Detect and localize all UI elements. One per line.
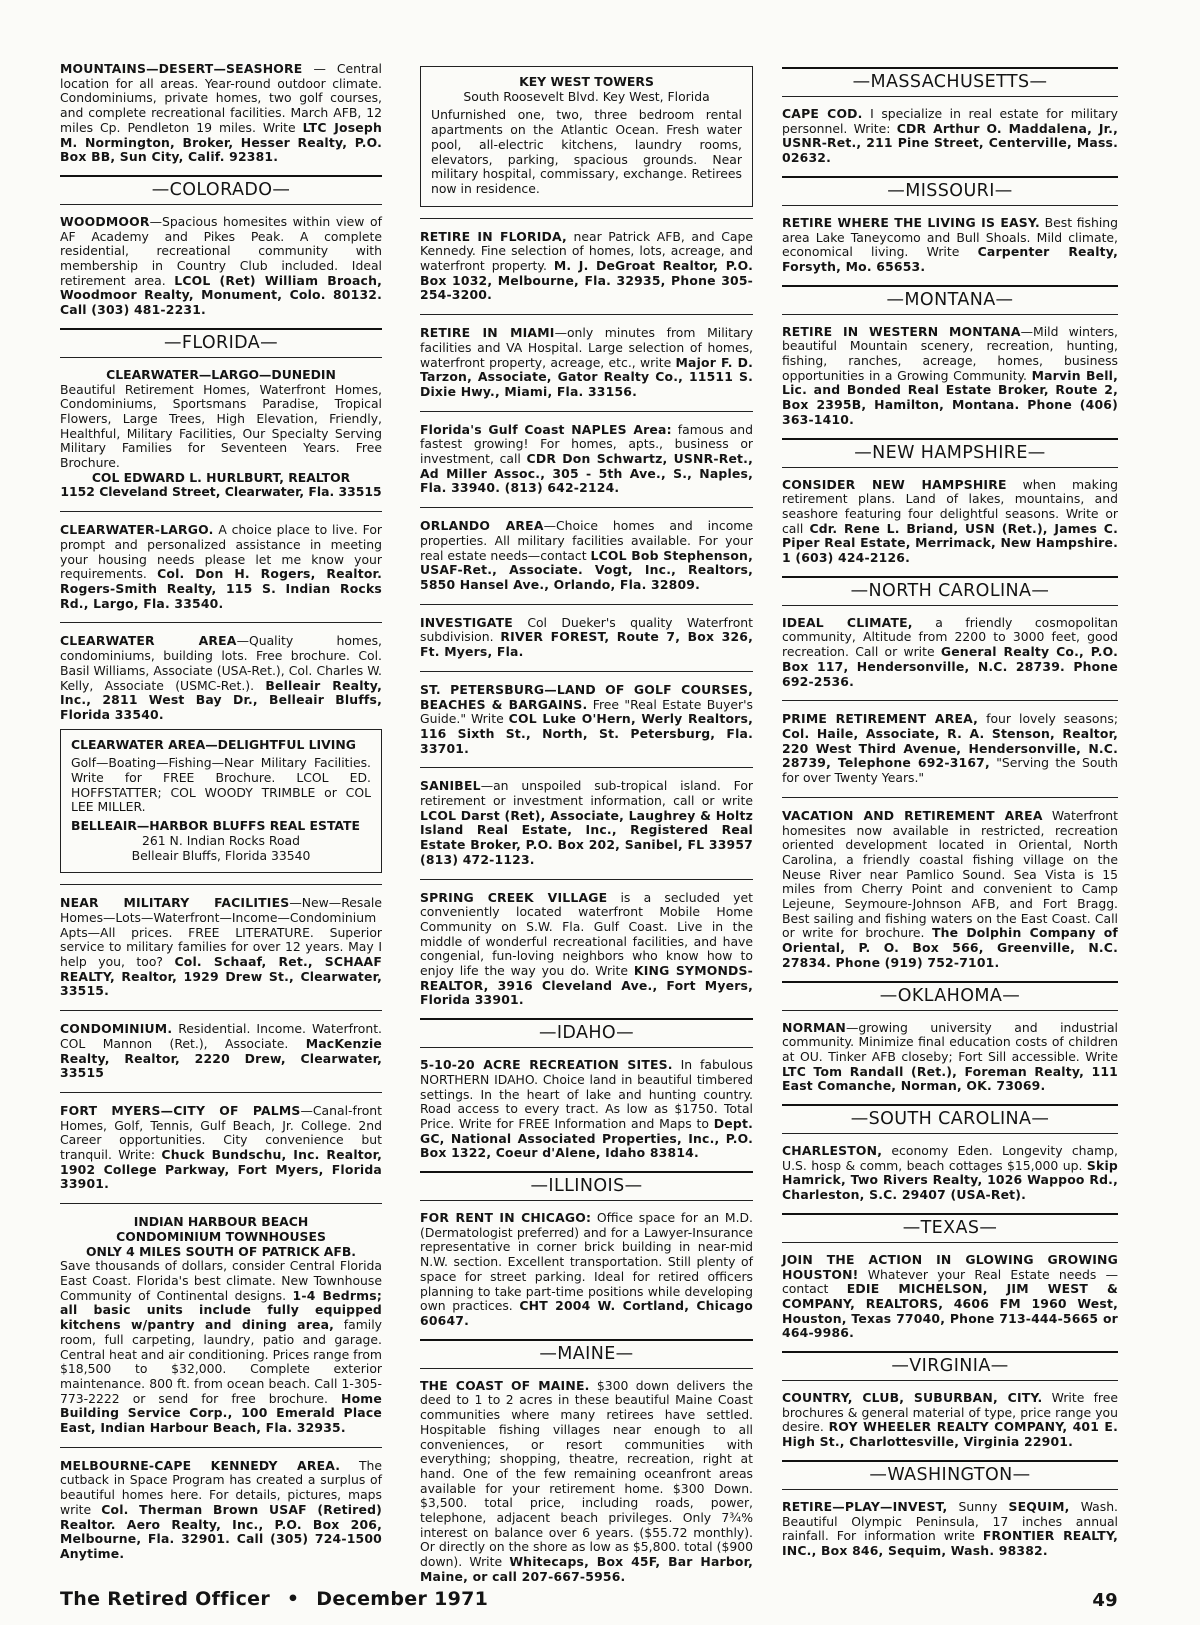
ad-title: CLEARWATER AREA—DELIGHTFUL LIVING (71, 736, 356, 752)
ad-text: $300 down delivers the deed to 1 to 2 acres in these beautiful Maine Coast communities where many retirees have settled. Hospitable fishing villages near enough to all conveniences, or resort communities with everything; shopping, theatre, recreation, right at hand. One of the few remaining oceanfront areas available for your retirement home. $300 Down. $3,500. total price, including roads, power, telephone, adjacent beach privileges. Only 7¾% interest on balance over 6 years. ($55.72 monthly). Or directly on the shore as low as $5,800. total ($900 down). Write (420, 1377, 753, 1570)
ad-virginia (782, 1391, 1118, 1450)
ad-text: family room, full carpeting, laundry, patio and garage. Central heat and air conditioning. Prices range from $18,500 to $32,000. Complete exterior maintenance. 800 ft. from ocean beach. Call 1-305-773-2222 or send for free brochure. (60, 1317, 382, 1406)
ad-text: four lovely seasons; (978, 711, 1118, 727)
ad-lead: INVESTIGATE (420, 614, 513, 630)
ad-montana (782, 325, 1118, 428)
ad-lead: RETIRE IN FLORIDA, (420, 228, 567, 244)
ad-lead: RETIRE—PLAY—INVEST, (782, 1498, 948, 1514)
ad-contact: The Dolphin Company of Oriental, P. O. Box 566, Greenville, N.C. 27834. Phone (919) 752-7101. (782, 925, 1118, 970)
ad-mountains (60, 62, 382, 165)
ad-melbourne (60, 1459, 382, 1562)
ad-lead: CAPE COD. (782, 106, 863, 121)
ad-title: KEY WEST TOWERS (519, 74, 654, 89)
ad-text: —Quality homes, condominiums, building lots. Free brochure. Col. Basil Williams, Associate (USA-Ret.), Col. Charles W. Kelly, Associate (USMC-Ret.). (60, 633, 382, 693)
ad-text: In fabulous NORTHERN IDAHO. Choice land in beautiful timbered settings. In the heart of lake and hunting country. Road access to every tract. As low as $1750. Total Price. Write for FREE Information and Maps to (420, 1057, 753, 1131)
ad-text: Wash. Beautiful Olympic Peninsula, 17 inches annual rainfall. For information write (782, 1498, 1118, 1544)
ad-contact: COL Luke O'Hern, Werly Realtors, 116 Sixth St., North, St. Petersburg, Fla. 33701. (420, 711, 753, 756)
ad-contact: M. J. DeGroat Realtor, P.O. Box 1032, Melbourne, Fla. 32935, Phone 305-254-3200. (420, 258, 753, 303)
ad-contact: CDR Arthur O. Maddalena, Jr., USNR-Ret., 211 Pine Street, Centerville, Mass. 02632. (782, 120, 1118, 166)
ad-lead: RETIRE IN WESTERN MONTANA (782, 323, 1021, 339)
ad-text: —Canal-front Homes, Golf, Tennis, Gulf Beach, Jr. College. 2nd Career opportunities. City convenience but tranquil. Write: (60, 1102, 382, 1163)
ad-text: Save thousands of dollars, consider Central Florida East Coast. Florida's best climate. New Townhouse Community of Continental designs. (60, 1258, 382, 1303)
divider (60, 884, 382, 885)
ad-contact: Whitecaps, Box 45F, Bar Harbor, Maine, or call 207-667-5956. (420, 1554, 754, 1584)
ad-text: —New—Resale Homes—Lots—Waterfront—Income—Condominium Apts—All prices. FREE LITERATURE. Superior service to military families for over 12 years. May I help you, too? (60, 895, 382, 970)
ad-text: near Patrick AFB, and Cape Kennedy. Fine selection of homes, lots, acreage, and waterfront property. (420, 228, 753, 274)
page-number: 49 (1092, 1590, 1118, 1611)
ad-text: —only minutes from Military facilities and VA Hospital. Large selection of homes, waterfront property, acreage, etc., write (420, 325, 753, 370)
ad-chicago (420, 1211, 753, 1329)
ad-new-hampshire (782, 478, 1118, 566)
section-heading-north-carolina: —NORTH CAROLINA— (782, 576, 1118, 606)
section-heading-florida: —FLORIDA— (60, 328, 382, 358)
section-heading-washington: —WASHINGTON— (782, 1460, 1118, 1490)
ad-text: A choice place to live. For prompt and personalized assistance in meeting your housing needs please let me know your requirements. (60, 522, 382, 582)
ad-indian-harbour (60, 1259, 382, 1435)
ad-lead: RETIRE IN MIAMI (420, 325, 555, 341)
ad-spring-creek (420, 891, 753, 1009)
ad-norman (782, 1021, 1118, 1095)
bullet-separator: • (286, 1588, 300, 1610)
ad-contact: Skip Hamrick, Two Rivers Realty, 1026 Wappoo Rd., Charleston, S.C. 29407 (USA-Ret). (782, 1157, 1118, 1203)
ad-contact: Belleair Realty, Inc., 2811 West Bay Dr., Belleair Bluffs, Florida 33540. (60, 677, 382, 722)
ad-contact: RIVER FOREST, Route 7, Box 326, Ft. Myers, Fla. (420, 629, 753, 660)
ad-lead: FORT MYERS—CITY OF PALMS (60, 1102, 301, 1118)
section-heading-south-carolina: —SOUTH CAROLINA— (782, 1104, 1118, 1134)
ad-text: Unfurnished one, two, three bedroom rental apartments on the Atlantic Ocean. Fresh water pool, all-electric kitchens, laundry rooms, elevators, parking, spacious grounds. Near military hospital, commissary, exchange. Retirees now in residence. (431, 107, 742, 196)
ad-contact: KING SYMONDS-REALTOR, 3916 Cleveland Ave., Fort Myers, Florida 33901. (420, 963, 753, 1008)
ad-title: INDIAN HARBOUR BEACH (133, 1214, 309, 1230)
divider (60, 1203, 382, 1204)
ad-bold-text: SEQUIM, (1008, 1498, 1070, 1514)
ad-lead: COUNTRY, CLUB, SUBURBAN, CITY. (782, 1390, 1043, 1406)
ad-text: a friendly cosmopolitan community, Altitude from 2200 to 3000 feet, good recreation. Call or write (782, 614, 1119, 660)
ad-contact: ROY WHEELER REALTY COMPANY, 401 E. High St., Charlottesville, Virginia 22901. (782, 1419, 1118, 1450)
ad-clearwater-area (60, 634, 382, 722)
ad-sequim (782, 1500, 1118, 1559)
ad-contact: Dept. GC, National Associated Properties, Inc., P.O. Box 1322, Coeur d'Alene, Idaho 83814. (420, 1115, 753, 1161)
ad-charleston (782, 1144, 1118, 1203)
ad-contact: Carpenter Realty, Forsyth, Mo. 65653. (782, 244, 1119, 274)
ad-text: —Choice homes and income properties. All military facilities available. For your real estate needs—contact (420, 518, 753, 563)
ad-lead: NORMAN (782, 1019, 846, 1035)
ad-contact: LCOL Darst (Ret), Associate, Laughrey & Holtz Island Real Estate, Inc., Registered Real Estate Broker, P.O. Box 202, Sanibel, FL 33957 (813) 472-1123. (420, 807, 753, 867)
ad-contact: Marvin Bell, Lic. and Bonded Real Estate Broker, Route 2, Box 2395B, Hamilton, Montana. Phone (406) 363-1410. (782, 367, 1118, 427)
boxed-ad-key-west (420, 66, 753, 207)
issue-date: December 1971 (316, 1588, 489, 1610)
ad-text: —an unspoiled sub-tropical island. For retirement or investment information, call or write (420, 778, 753, 809)
section-heading-missouri: —MISSOURI— (782, 176, 1118, 206)
ad-lead: FOR RENT IN CHICAGO: (420, 1210, 592, 1226)
ad-lead: Florida's Gulf Coast NAPLES Area: (420, 421, 672, 437)
ad-text: Free "Real Estate Buyer's Guide." Write (420, 696, 753, 727)
divider (420, 671, 753, 672)
section-heading-texas: —TEXAS— (782, 1213, 1118, 1243)
ad-cape-cod (782, 107, 1118, 166)
ad-prime-retirement (782, 712, 1118, 786)
ad-text: —growing university and industrial community. Minimize final education costs of children at OU. Tinker AFB closeby; Fort Sill accessible. Write (782, 1019, 1118, 1064)
ad-address: 1152 Cleveland Street, Clearwater, Fla. 33515 (60, 484, 382, 500)
ad-text: — Central location for all areas. Year-round outdoor climate. Condominiums, private homes, two golf courses, and complete recreational facilities. March AFB, 12 miles Cp. Pendleton 19 miles. Write (60, 61, 382, 135)
ad-lead: CLEARWATER AREA (60, 633, 237, 649)
ad-lead: 5-10-20 ACRE RECREATION SITES. (420, 1057, 673, 1073)
ad-contact: LCOL Bob Stephenson, USAF-Ret., Associate. Vogt, Inc., Realtors, 5850 Hansel Ave., Orlando, Fla. 32809. (420, 547, 753, 592)
ad-contact: Home Building Service Corp., 100 Emerald Place East, Indian Harbour Beach, Fla. 32935. (60, 1390, 382, 1436)
divider (420, 507, 753, 508)
ad-idaho (420, 1058, 753, 1161)
publication-title: The Retired Officer (60, 1588, 270, 1610)
divider (60, 1447, 382, 1448)
ad-text: I specialize in real estate for military personnel. Write: (782, 106, 1118, 136)
boxed-ad-clearwater-delightful (60, 729, 382, 874)
ad-text: —Spacious homesites within view of AF Academy and Pikes Peak. A complete residential, recreational community with membership in Country Club included. Ideal retirement area. (60, 213, 382, 288)
section-heading-maine: —MAINE— (420, 1339, 753, 1369)
ad-missouri (782, 216, 1118, 275)
ad-ideal-climate (782, 616, 1118, 690)
ad-contact: Col. Don H. Rogers, Realtor. Rogers-Smith Realty, 115 S. Indian Rocks Rd., Largo, Fla. 33540. (60, 566, 383, 611)
ad-text: when making retirement plans. Land of lakes, mountains, and seashore featuring four delightful seasons. Write or call (782, 476, 1118, 536)
ad-title: ONLY 4 MILES SOUTH OF PATRICK AFB. (86, 1243, 356, 1259)
divider (420, 411, 753, 412)
ad-contact: Col. Therman Brown USAF (Retired) Realtor. Aero Realty, Inc., P.O. Box 206, Melbourne, Fla. 32901. Call (305) 724-1500 Anytime. (60, 1501, 383, 1561)
ad-lead: NEAR MILITARY FACILITIES (60, 895, 290, 911)
ad-contact: FRONTIER REALTY, INC., Box 846, Sequim, Wash. 98382. (782, 1528, 1118, 1558)
ad-text: "Serving the South for over Twenty Years." (782, 755, 1118, 786)
section-heading-colorado: —COLORADO— (60, 175, 382, 205)
divider (420, 218, 753, 219)
ad-lead: JOIN THE ACTION IN GLOWING GROWING HOUSTON! (782, 1251, 1118, 1282)
ad-near-military (60, 896, 382, 999)
divider (782, 797, 1118, 798)
ad-clearwater-largo (60, 523, 382, 611)
ad-contact: General Realty Co., P.O. Box 117, Hendersonville, N.C. 28739. Phone 692-2536. (782, 644, 1118, 689)
ad-text: Write free brochures & general material of type, price range you desire. (782, 1390, 1118, 1435)
ad-contact: CDR Don Schwartz, USNR-Ret., Ad Miller Assoc., 305 - 5th Ave., S., Naples, Fla. 33940. (813) 642-2124. (420, 451, 753, 496)
divider (420, 879, 753, 880)
ad-woodmoor (60, 215, 382, 318)
column-right (782, 62, 1118, 1559)
ad-lead: ORLANDO AREA (420, 518, 544, 534)
ad-sanibel (420, 779, 753, 867)
ad-houston (782, 1253, 1118, 1341)
ad-contact: Major F. D. Tarzon, Associate, Gator Realty Co., 11511 S. Dixie Hwy., Miami, Fla. 33156. (420, 354, 753, 399)
ad-contact: CHT 2004 W. Cortland, Chicago 60647. (420, 1298, 753, 1328)
ad-lead: MELBOURNE-CAPE KENNEDY AREA. (60, 1457, 341, 1473)
ad-lead: WOODMOOR (60, 213, 150, 229)
ad-subtitle: South Roosevelt Blvd. Key West, Florida (463, 88, 710, 104)
ad-investigate (420, 616, 753, 660)
ad-address: 261 N. Indian Rocks Road (141, 832, 301, 848)
ad-text: The cutback in Space Program has created a surplus of beautiful homes here. For details, pictures, maps write (60, 1457, 382, 1517)
ad-contact: LTC Tom Randall (Ret.), Foreman Realty, 111 East Comanche, Norman, OK. 73069. (782, 1063, 1118, 1094)
ad-contact: LTC Joseph M. Normington, Broker, Hesser Realty, P.O. Box BB, Sun City, Calif. 92381. (60, 119, 382, 165)
ad-condominium (60, 1022, 382, 1081)
ad-text: Waterfront homesites now available in restricted, recreation oriented development located in Oriental, North Carolina, a friendly coastal fishing village on the Neuse River near Pamlico Sound. Sea Vista is 15 miles from Cherry Point and convenient to Camp Lejeune, Seymoure-Johnson AFB, and Fort Bragg. Best sailing and fishing waters on the East Coast. Call or write for brochure. (782, 807, 1118, 941)
column-left (60, 62, 382, 1562)
section-heading-idaho: —IDAHO— (420, 1018, 753, 1048)
ad-fort-myers (60, 1104, 382, 1192)
ad-text: is a secluded yet conveniently located waterfront Mobile Home Community on S.W. Fla. Gulf Coast. Live in the middle of wonderful recreational facilities, and have congenial, fun-loving neighbors who know how to enjoy life the way you do. Write (420, 889, 753, 979)
ad-lead: CONSIDER NEW HAMPSHIRE (782, 476, 1007, 492)
ad-contact: Col. Schaaf, Ret., SCHAAF REALTY, Realtor, 1929 Drew St., Clearwater, 33515. (60, 954, 383, 999)
ad-text: Golf—Boating—Fishing—Near Military Facilities. Write for FREE Brochure. LCOL ED. HOFFSTATTER; COL WOODY TRIMBLE or COL LEE MILLER. (71, 755, 371, 815)
ad-text: Whatever your Real Estate needs —contact (782, 1266, 1118, 1297)
section-heading-massachusetts: —MASSACHUSETTS— (782, 67, 1118, 97)
ad-contact: Col. Haile, Associate, R. A. Stenson, Realtor, 220 West Third Avenue, Hendersonville, N.C. 28739, Telephone 692-3167, (782, 725, 1118, 771)
ad-lead: SANIBEL (420, 778, 481, 794)
section-heading-virginia: —VIRGINIA— (782, 1351, 1118, 1381)
ad-retire-miami (420, 326, 753, 400)
ad-st-petersburg (420, 683, 753, 757)
ad-lead: CHARLESTON, (782, 1143, 883, 1159)
ad-lead: IDEAL CLIMATE, (782, 614, 913, 630)
ad-naples (420, 423, 753, 497)
ad-contact: Chuck Bundschu, Inc. Realtor, 1902 College Parkway, Fort Myers, Florida 33901. (60, 1147, 382, 1192)
ad-maine (420, 1379, 753, 1585)
divider (60, 511, 382, 512)
ad-text: Col Dueker's quality Waterfront subdivision. (420, 614, 753, 645)
ad-text: Sunny (947, 1498, 1009, 1514)
ad-lead: CONDOMINIUM. (60, 1021, 173, 1037)
section-heading-oklahoma: —OKLAHOMA— (782, 981, 1118, 1011)
section-heading-illinois: —ILLINOIS— (420, 1171, 753, 1201)
ad-lead: THE COAST OF MAINE. (420, 1377, 590, 1393)
divider (60, 1010, 382, 1011)
divider (60, 622, 382, 623)
ad-text: Beautiful Retirement Homes, Waterfront Homes, Condominiums, Sportsmans Paradise, Tropical Flowers, Large Trees, High Elevation, Friendly, Healthful, Military Facilities, Our Specialty Serving Military Families for Seventeen Years. Free Brochure. (60, 381, 382, 471)
divider (60, 1092, 382, 1093)
ad-text: Best fishing area Lake Taneycomo and Bull Shoals. Mild climate, economical living. Write (782, 214, 1119, 260)
ad-vacation (782, 809, 1118, 971)
ad-text: economy Eden. Longevity champ, U.S. hosp & comm, beach cottages $15,000 up. (782, 1143, 1118, 1173)
ad-title: CLEARWATER—LARGO—DUNEDIN (106, 366, 336, 382)
divider (782, 700, 1118, 701)
ad-lead: CLEARWATER-LARGO. (60, 522, 214, 538)
ad-orlando (420, 519, 753, 593)
ad-contact: MacKenzie Realty, Realtor, 2220 Drew, Clearwater, 33515 (60, 1035, 382, 1081)
ad-retire-florida (420, 230, 753, 304)
ad-title: CONDOMINIUM TOWNHOUSES (116, 1228, 326, 1244)
section-heading-montana: —MONTANA— (782, 285, 1118, 315)
ad-text: famous and fastest growing! For homes, apts., business or investment, call (420, 421, 753, 467)
ad-lead: RETIRE WHERE THE LIVING IS EASY. (782, 214, 1040, 230)
ad-contact: LCOL (Ret) William Broach, Woodmoor Realty, Monument, Colo. 80132. Call (303) 481-2231. (60, 272, 382, 318)
ad-lead: VACATION AND RETIREMENT AREA (782, 807, 1043, 823)
ad-lead: MOUNTAINS—DESERT—SEASHORE (60, 61, 303, 76)
section-heading-new-hampshire: —NEW HAMPSHIRE— (782, 438, 1118, 468)
ad-text: —Mild winters, beautiful Mountain scenery, recreation, hunting, fishing, ranches, acreage, homes, business opportunities in a Growing Community. (782, 323, 1118, 383)
ad-title: BELLEAIR—HARBOR BLUFFS REAL ESTATE (71, 818, 360, 834)
ad-contact: Cdr. Rene L. Briand, USN (Ret.), James C. Piper Real Estate, Merrimack, New Hampshire. 1 (603) 424-2126. (782, 520, 1118, 566)
divider (420, 604, 753, 605)
divider (420, 314, 753, 315)
ad-address: Belleair Bluffs, Florida 33540 (131, 847, 311, 863)
ad-lead: SPRING CREEK VILLAGE (420, 889, 608, 905)
ad-lead: PRIME RETIREMENT AREA, (782, 711, 979, 727)
ad-signature: COL EDWARD L. HURLBURT, REALTOR (91, 469, 351, 485)
ad-text: Office space for an M.D. (Dermatologist preferred) and for a Lawyer-Insurance representative in corner brick building in near-mid N.W. section. Excellent transportation. Still plenty of space for street parking. Ideal for retired officers planning to take part-time positions while developing own practices. (420, 1210, 753, 1314)
ad-text: Residential. Income. Waterfront. COL Mannon (Ret.), Associate. (60, 1021, 382, 1051)
divider (420, 767, 753, 768)
page-footer (60, 1588, 1118, 1610)
ad-lead: ST. PETERSBURG—LAND OF GOLF COURSES, BEACHES & BARGAINS. (420, 681, 753, 712)
ad-bold-text: 1-4 Bedrms; all basic units include fully equipped kitchens w/pantry and dining area, (60, 1287, 382, 1333)
ad-contact: EDIE MICHELSON, JIM WEST & COMPANY, REALTORS, 4606 FM 1960 West, Houston, Texas 77040, Phone 713-444-5665 or 464-9986. (782, 1281, 1118, 1341)
column-middle (420, 62, 753, 1585)
